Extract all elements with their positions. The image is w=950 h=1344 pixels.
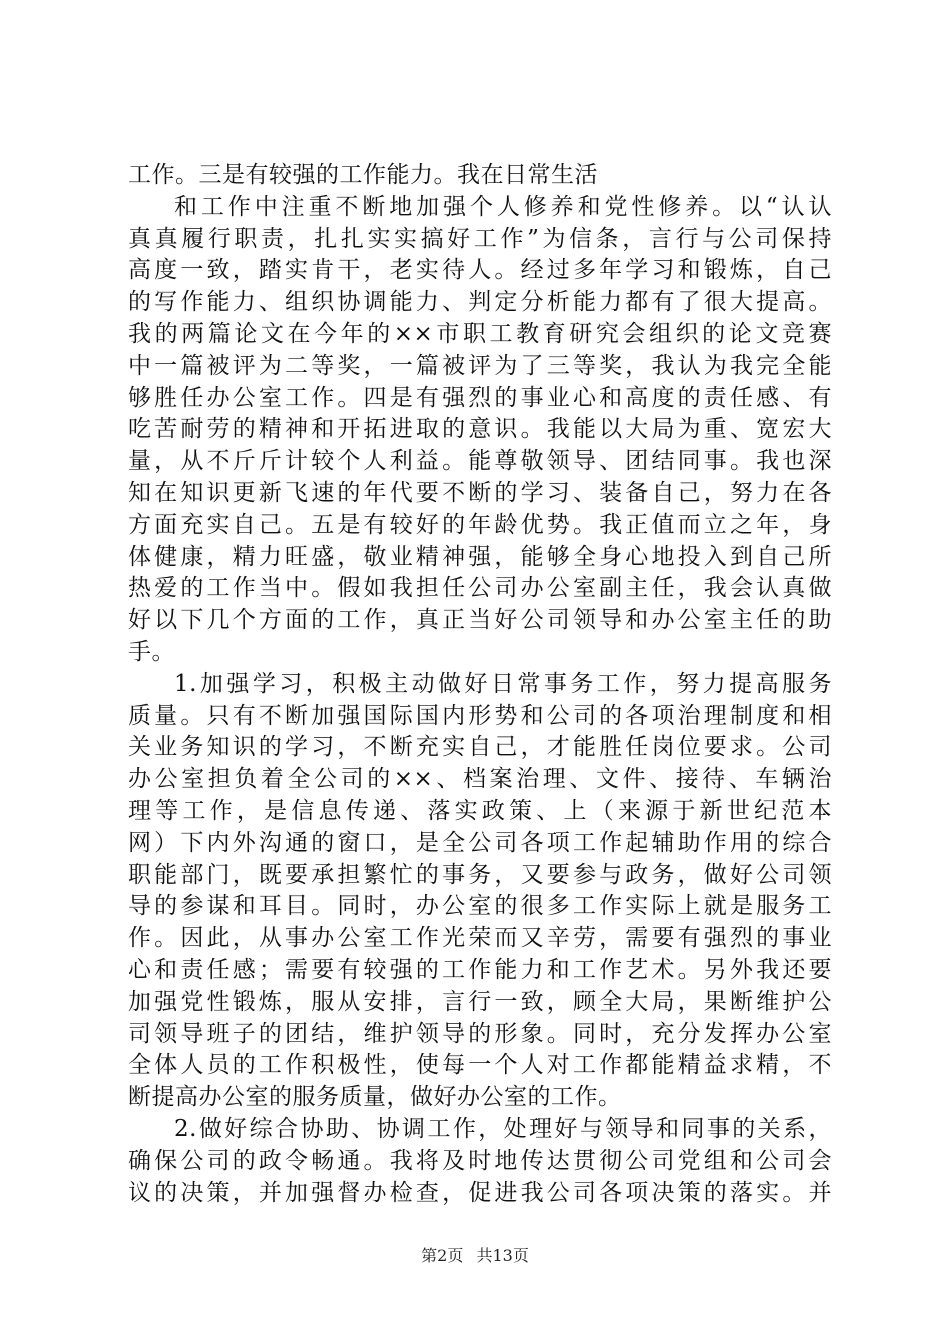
text-line: 中一篇被评为二等奖，一篇被评为了三等奖，我认为我完全能 xyxy=(128,352,832,379)
page-total: 共13页 xyxy=(476,1246,529,1265)
text-line: 高度一致，踏实肯干，老实待人。经过多年学习和锻炼，自己 xyxy=(128,257,832,284)
document-body xyxy=(128,160,832,1209)
text-line: 工作。三是有较强的工作能力。我在日常生活 xyxy=(128,162,598,188)
text-line: 的写作能力、组织协调能力、判定分析能力都有了很大提高。 xyxy=(128,289,832,316)
text-line: 真真履行职责，扎扎实实搞好工作”为信条，言行与公司保持 xyxy=(128,225,832,252)
text-line: 体健康，精力旺盛，敬业精神强，能够全身心地投入到自己所 xyxy=(128,543,832,570)
paragraph-start-line: 2.做好综合协助、协调工作，处理好与领导和同事的关系， xyxy=(174,1115,832,1142)
page-number: 第2页 xyxy=(421,1246,464,1265)
text-line: 办公室担负着全公司的××、档案治理、文件、接待、车辆治 xyxy=(128,766,832,793)
text-line: 我的两篇论文在今年的××市职工教育研究会组织的论文竞赛 xyxy=(128,320,832,347)
text-line: 网）下内外沟通的窗口，是全公司各项工作起辅助作用的综合 xyxy=(128,829,832,856)
text-line: 议的决策，并加强督办检查，促进我公司各项决策的落实。并 xyxy=(128,1179,832,1206)
text-line: 量，从不斤斤计较个人利益。能尊敬领导、团结同事。我也深 xyxy=(128,448,832,475)
text-line: 全体人员的工作积极性，使每一个人对工作都能精益求精，不 xyxy=(128,1052,832,1079)
page-footer xyxy=(0,1243,950,1266)
paragraph-start-line: 1.加强学习，积极主动做好日常事务工作，努力提高服务 xyxy=(174,670,832,697)
text-line: 关业务知识的学习，不断充实自己，才能胜任岗位要求。公司 xyxy=(128,734,832,761)
text-line: 司领导班子的团结，维护领导的形象。同时，充分发挥办公室 xyxy=(128,1020,832,1047)
paragraph-end-line: 手。 xyxy=(128,638,175,665)
text-line: 吃苦耐劳的精神和开拓进取的意识。我能以大局为重、宽宏大 xyxy=(128,416,832,443)
text-line: 职能部门，既要承担繁忙的事务，又要参与政务，做好公司领 xyxy=(128,861,832,888)
text-line: 够胜任办公室工作。四是有强烈的事业心和高度的责任感、有 xyxy=(128,384,832,411)
text-line: 质量。只有不断加强国际国内形势和公司的各项治理制度和相 xyxy=(128,702,832,729)
text-line: 作。因此，从事办公室工作光荣而又辛劳，需要有强烈的事业 xyxy=(128,925,832,952)
text-line: 好以下几个方面的工作，真正当好公司领导和办公室主任的助 xyxy=(128,607,832,634)
text-line: 知在知识更新飞速的年代要不断的学习、装备自己，努力在各 xyxy=(128,479,832,506)
text-line: 热爱的工作当中。假如我担任公司办公室副主任，我会认真做 xyxy=(128,575,832,602)
text-line: 方面充实自己。五是有较好的年龄优势。我正值而立之年，身 xyxy=(128,511,832,538)
text-line: 导的参谋和耳目。同时，办公室的很多工作实际上就是服务工 xyxy=(128,893,832,920)
text-line: 理等工作，是信息传递、落实政策、上（来源于新世纪范本 xyxy=(128,797,832,824)
text-line: 确保公司的政令畅通。我将及时地传达贯彻公司党组和公司会 xyxy=(128,1147,832,1174)
text-line: 加强党性锻炼，服从安排，言行一致，顾全大局，果断维护公 xyxy=(128,988,832,1015)
paragraph-end-line: 断提高办公室的服务质量，做好办公室的工作。 xyxy=(128,1084,622,1111)
paragraph-start-line: 和工作中注重不断地加强个人修养和党性修养。以“认认 xyxy=(174,193,832,220)
text-line: 心和责任感；需要有较强的工作能力和工作艺术。另外我还要 xyxy=(128,956,832,983)
